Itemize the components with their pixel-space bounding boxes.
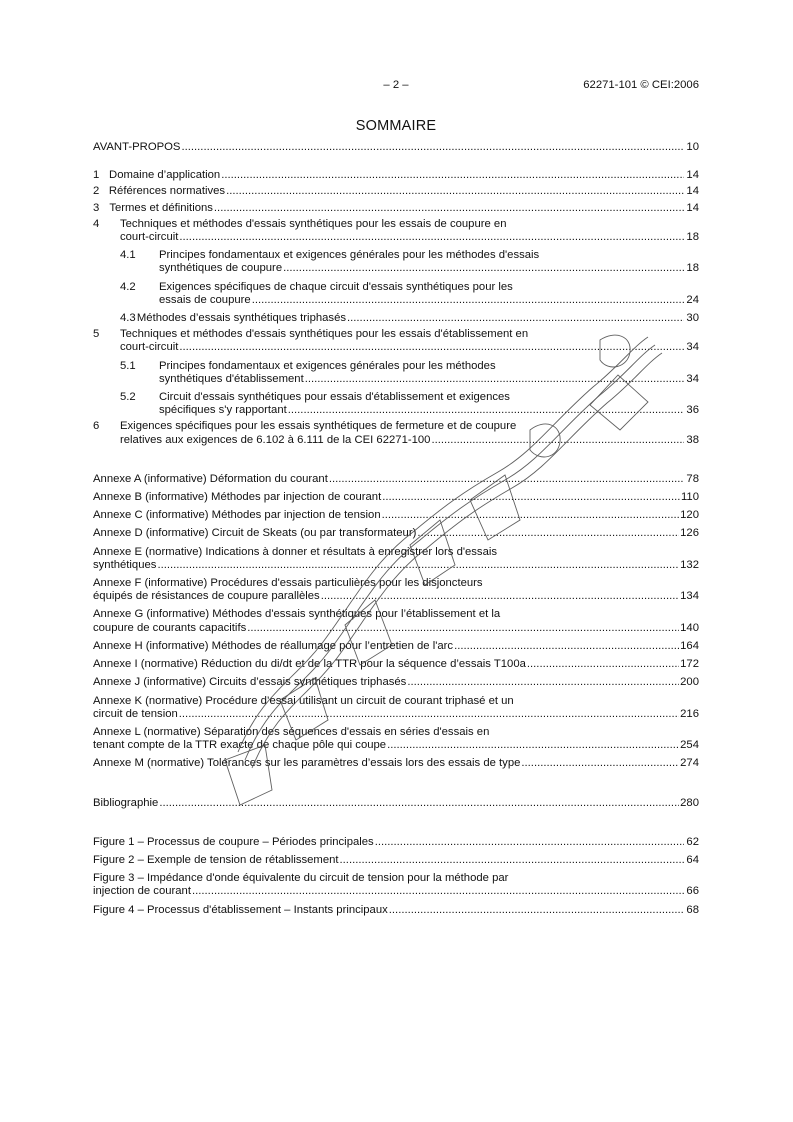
toc-entry-figure[interactable] <box>93 836 699 849</box>
entry-title: Circuit d'essais synthétiques pour essais d'établissement et exigences <box>159 391 510 404</box>
entry-line <box>93 904 699 917</box>
toc-entry-annex[interactable] <box>93 757 699 770</box>
toc-entry-figure[interactable] <box>93 904 699 917</box>
entry-line <box>93 169 699 182</box>
toc-entry-clause-5[interactable] <box>93 328 699 354</box>
toc-entry-subclause-4-3[interactable] <box>93 312 699 325</box>
entry-line <box>93 420 699 433</box>
entry-number: 4.1 <box>120 249 136 262</box>
entry-line <box>93 249 699 262</box>
entry-page-number: 254 <box>680 739 699 752</box>
entry-line <box>93 640 699 653</box>
entry-page-number: 62 <box>686 835 699 848</box>
entry-line <box>93 590 699 603</box>
entry-line <box>93 202 699 215</box>
dot-leader <box>329 473 684 486</box>
dot-leader <box>288 404 684 417</box>
entry-title: relatives aux exigences de 6.102 à 6.111 de la CEI 62271-100 <box>120 433 431 446</box>
toc-entry-annex[interactable] <box>93 726 699 752</box>
toc-entry-annex[interactable] <box>93 473 699 486</box>
entry-title: Annexe K (normative) Procédure d’essai utilisant un circuit de courant triphasé et un <box>93 694 514 707</box>
toc-entry-annex[interactable] <box>93 640 699 653</box>
dot-leader <box>157 559 679 572</box>
entry-line <box>93 676 699 689</box>
dot-leader <box>179 231 684 244</box>
entry-title: Figure 1 – Processus de coupure – Périodes principales <box>93 835 374 848</box>
dot-leader <box>387 739 679 752</box>
toc-title: SOMMAIRE <box>355 118 437 134</box>
entry-title: Techniques et méthodes d'essais synthétiques pour les essais de coupure en <box>120 217 507 230</box>
entry-number: 5.1 <box>120 359 136 372</box>
entry-number: 5 <box>93 328 100 341</box>
entry-title: Exigences spécifiques pour les essais synthétiques de fermeture et de coupure <box>120 420 517 433</box>
dot-leader <box>226 185 684 198</box>
entry-line <box>93 885 699 898</box>
dot-leader <box>221 169 684 182</box>
page-number: – 2 – <box>383 79 409 91</box>
entry-line <box>93 527 699 540</box>
entry-title: Domaine d’application <box>109 169 221 182</box>
entry-title: Annexe F (informative) Procédures d'essais particulières pour les disjoncteurs <box>93 577 483 590</box>
toc-entry-annex[interactable] <box>93 546 699 572</box>
entry-page-number: 140 <box>680 621 699 634</box>
entry-line <box>93 391 699 404</box>
entry-title: tenant compte de la TTR exacte de chaque pôle qui coupe <box>93 739 387 752</box>
toc-entry-subclause-4-1[interactable] <box>93 249 699 275</box>
entry-title: Annexe C (informative) Méthodes par injection de tension <box>93 509 381 522</box>
entry-line <box>93 473 699 486</box>
entry-line <box>93 141 699 154</box>
entry-title: Annexe H (informative) Méthodes de réallumage pour l’entretien de l'arc <box>93 639 454 652</box>
toc-entry-clause-4[interactable] <box>93 218 699 244</box>
entry-page-number: 274 <box>680 757 699 770</box>
toc-entry-clause-6[interactable] <box>93 420 699 446</box>
entry-title: synthétiques d'établissement <box>159 372 304 385</box>
entry-line <box>93 509 699 522</box>
entry-line <box>93 185 699 198</box>
dot-leader <box>407 676 679 689</box>
entry-line <box>93 622 699 635</box>
entry-title: synthétiques <box>93 558 157 571</box>
entry-page-number: 14 <box>686 169 699 182</box>
entry-page-number: 132 <box>680 558 699 571</box>
section-spacer <box>93 447 699 473</box>
entry-number: 2 <box>93 185 100 198</box>
entry-page-number: 30 <box>686 312 699 325</box>
dot-leader <box>375 836 684 849</box>
entry-number: 1 <box>93 169 100 182</box>
entry-title: coupure de courants capacitifs <box>93 621 247 634</box>
entry-line <box>93 739 699 752</box>
entry-title: synthétiques de coupure <box>159 262 283 275</box>
dot-leader <box>181 141 684 154</box>
dot-leader <box>179 341 684 354</box>
entry-title: Termes et définitions <box>109 201 213 214</box>
dot-leader <box>389 904 684 917</box>
entry-page-number: 14 <box>686 201 699 214</box>
dot-leader <box>283 262 684 275</box>
toc-entry-subclause-4-2[interactable] <box>93 281 699 307</box>
entry-title: Figure 4 – Processus d'établissement – Instants principaux <box>93 903 388 916</box>
entry-line <box>93 231 699 244</box>
entry-line <box>93 281 699 294</box>
entry-page-number: 164 <box>680 639 699 652</box>
entry-title: injection de courant <box>93 885 191 898</box>
entry-page-number: 216 <box>680 707 699 720</box>
entry-line <box>93 559 699 572</box>
entry-title: Annexe L (normative) Séparation des séquences d'essais en séries d'essais en <box>93 725 490 738</box>
dot-leader <box>321 590 679 603</box>
dot-leader <box>179 708 679 721</box>
dot-leader <box>521 757 679 770</box>
dot-leader <box>159 797 679 810</box>
dot-leader <box>305 373 684 386</box>
entry-title: Figure 2 – Exemple de tension de rétablissement <box>93 853 339 866</box>
toc-entry-annex[interactable] <box>93 577 699 603</box>
page-header <box>93 79 699 95</box>
entry-title: Annexe G (informative) Méthodes d'essais synthétiques pour l’établissement et la <box>93 608 501 621</box>
entry-page-number: 66 <box>686 885 699 898</box>
entry-title: Figure 3 – Impédance d'onde équivalente du circuit de tension pour la méthode par <box>93 872 509 885</box>
entry-line <box>93 373 699 386</box>
entry-page-number: 36 <box>686 404 699 417</box>
dot-leader <box>382 509 680 522</box>
dot-leader <box>527 658 679 671</box>
entry-line <box>93 726 699 739</box>
entry-page-number: 18 <box>686 262 699 275</box>
entry-line <box>93 404 699 417</box>
entry-title: Annexe J (informative) Circuits d’essais synthétiques triphasés <box>93 676 407 689</box>
entry-line <box>93 312 699 325</box>
entry-number: 6 <box>93 420 100 433</box>
entry-page-number: 134 <box>680 590 699 603</box>
dot-leader <box>382 491 680 504</box>
toc-entry-annex[interactable] <box>93 491 699 504</box>
entry-line <box>93 757 699 770</box>
toc-entry-annex[interactable] <box>93 509 699 522</box>
entry-title: court-circuit <box>120 341 179 354</box>
entry-line <box>93 608 699 621</box>
entry-title: Annexe D (informative) Circuit de Skeats (ou par transformateur) <box>93 527 417 540</box>
toc-entry-figure[interactable] <box>93 854 699 867</box>
entry-number: 4.3 <box>120 312 136 325</box>
dot-leader <box>340 854 684 867</box>
section-spacer <box>93 771 699 797</box>
dot-leader <box>192 885 684 898</box>
dot-leader <box>431 434 684 447</box>
entry-number: 4 <box>93 217 100 230</box>
entry-title: Annexe E (normative) Indications à donner et résultats à enregistrer lors d'essais <box>93 545 498 558</box>
entry-page-number: 18 <box>686 231 699 244</box>
entry-title: Annexe A (informative) Déformation du courant <box>93 472 328 485</box>
entry-page-number: 78 <box>686 472 699 485</box>
entry-line <box>93 434 699 447</box>
entry-title: spécifiques s'y rapportant <box>159 404 287 417</box>
toc-entry-bibliography[interactable] <box>93 797 699 810</box>
entry-line <box>93 708 699 721</box>
entry-line <box>93 854 699 867</box>
entry-line <box>93 360 699 373</box>
entry-page-number: 280 <box>680 796 699 809</box>
entry-line <box>93 491 699 504</box>
entry-title: Exigences spécifiques de chaque circuit d'essais synthétiques pour les <box>159 280 513 293</box>
toc-entry-figure[interactable] <box>93 872 699 898</box>
entry-title: équipés de résistances de coupure parallèles <box>93 590 320 603</box>
toc-entry-annex[interactable] <box>93 658 699 671</box>
entry-line <box>93 797 699 810</box>
entry-title: Annexe B (informative) Méthodes par injection de courant <box>93 491 382 504</box>
entry-page-number: 110 <box>680 491 699 504</box>
entry-line <box>93 294 699 307</box>
toc-entry-clause-1[interactable] <box>93 169 699 182</box>
entry-title: Techniques et méthodes d'essais synthétiques pour les essais d'établissement en <box>120 328 529 341</box>
entry-line <box>93 695 699 708</box>
entry-page-number: 38 <box>686 433 699 446</box>
table-of-contents <box>93 141 699 917</box>
entry-line <box>93 546 699 559</box>
entry-number: 4.2 <box>120 280 136 293</box>
entry-line <box>93 341 699 354</box>
entry-line <box>93 836 699 849</box>
entry-page-number: 200 <box>680 676 699 689</box>
entry-title: court-circuit <box>120 231 179 244</box>
entry-number: 5.2 <box>120 391 136 404</box>
entry-page-number: 68 <box>686 903 699 916</box>
entry-title: Bibliographie <box>93 796 159 809</box>
entry-line <box>93 577 699 590</box>
entry-line <box>93 328 699 341</box>
entry-title: Principes fondamentaux et exigences générales pour les méthodes d'essais <box>159 249 540 262</box>
entry-page-number: 24 <box>686 293 699 306</box>
dot-leader <box>247 622 679 635</box>
entry-line <box>93 872 699 885</box>
entry-page-number: 34 <box>686 341 699 354</box>
entry-page-number: 126 <box>680 527 699 540</box>
entry-title: Références normatives <box>108 185 226 198</box>
toc-entry-clause-3[interactable] <box>93 202 699 215</box>
toc-entry-annex[interactable] <box>93 676 699 689</box>
toc-entry-annex[interactable] <box>93 527 699 540</box>
entry-line <box>93 218 699 231</box>
entry-title: essais de coupure <box>159 293 251 306</box>
entry-page-number: 34 <box>686 372 699 385</box>
entry-page-number: 10 <box>686 141 699 153</box>
entry-title: Annexe M (normative) Tolérances sur les paramètres d’essais lors des essais de type <box>93 757 521 770</box>
dot-leader <box>417 527 679 540</box>
dot-leader <box>252 294 684 307</box>
toc-entry-annex[interactable] <box>93 608 699 634</box>
toc-entry-avant-propos[interactable] <box>93 141 699 154</box>
dot-leader <box>454 640 679 653</box>
entry-number: 3 <box>93 201 100 214</box>
entry-title: Principes fondamentaux et exigences générales pour les méthodes <box>159 359 496 372</box>
entry-line <box>93 262 699 275</box>
entry-page-number: 172 <box>680 658 699 671</box>
entry-page-number: 14 <box>686 185 699 198</box>
toc-entry-subclause-5-2[interactable] <box>93 391 699 417</box>
entry-title: Annexe I (normative) Réduction du di/dt et de la TTR pour la séquence d’essais T100a <box>93 658 526 671</box>
dot-leader <box>214 202 684 215</box>
entry-line <box>93 658 699 671</box>
entry-title: AVANT-PROPOS <box>93 141 181 153</box>
section-spacer <box>93 154 699 169</box>
entry-title: Méthodes d’essais synthétiques triphasés <box>136 312 346 325</box>
section-spacer <box>93 810 699 836</box>
entry-title: circuit de tension <box>93 707 178 720</box>
entry-page-number: 64 <box>686 853 699 866</box>
toc-entry-subclause-5-1[interactable] <box>93 360 699 386</box>
dot-leader <box>347 312 684 325</box>
toc-entry-clause-2[interactable] <box>93 185 699 198</box>
toc-entry-annex[interactable] <box>93 695 699 721</box>
entry-page-number: 120 <box>680 509 699 522</box>
document-reference: 62271-101 © CEI:2006 <box>583 79 699 91</box>
